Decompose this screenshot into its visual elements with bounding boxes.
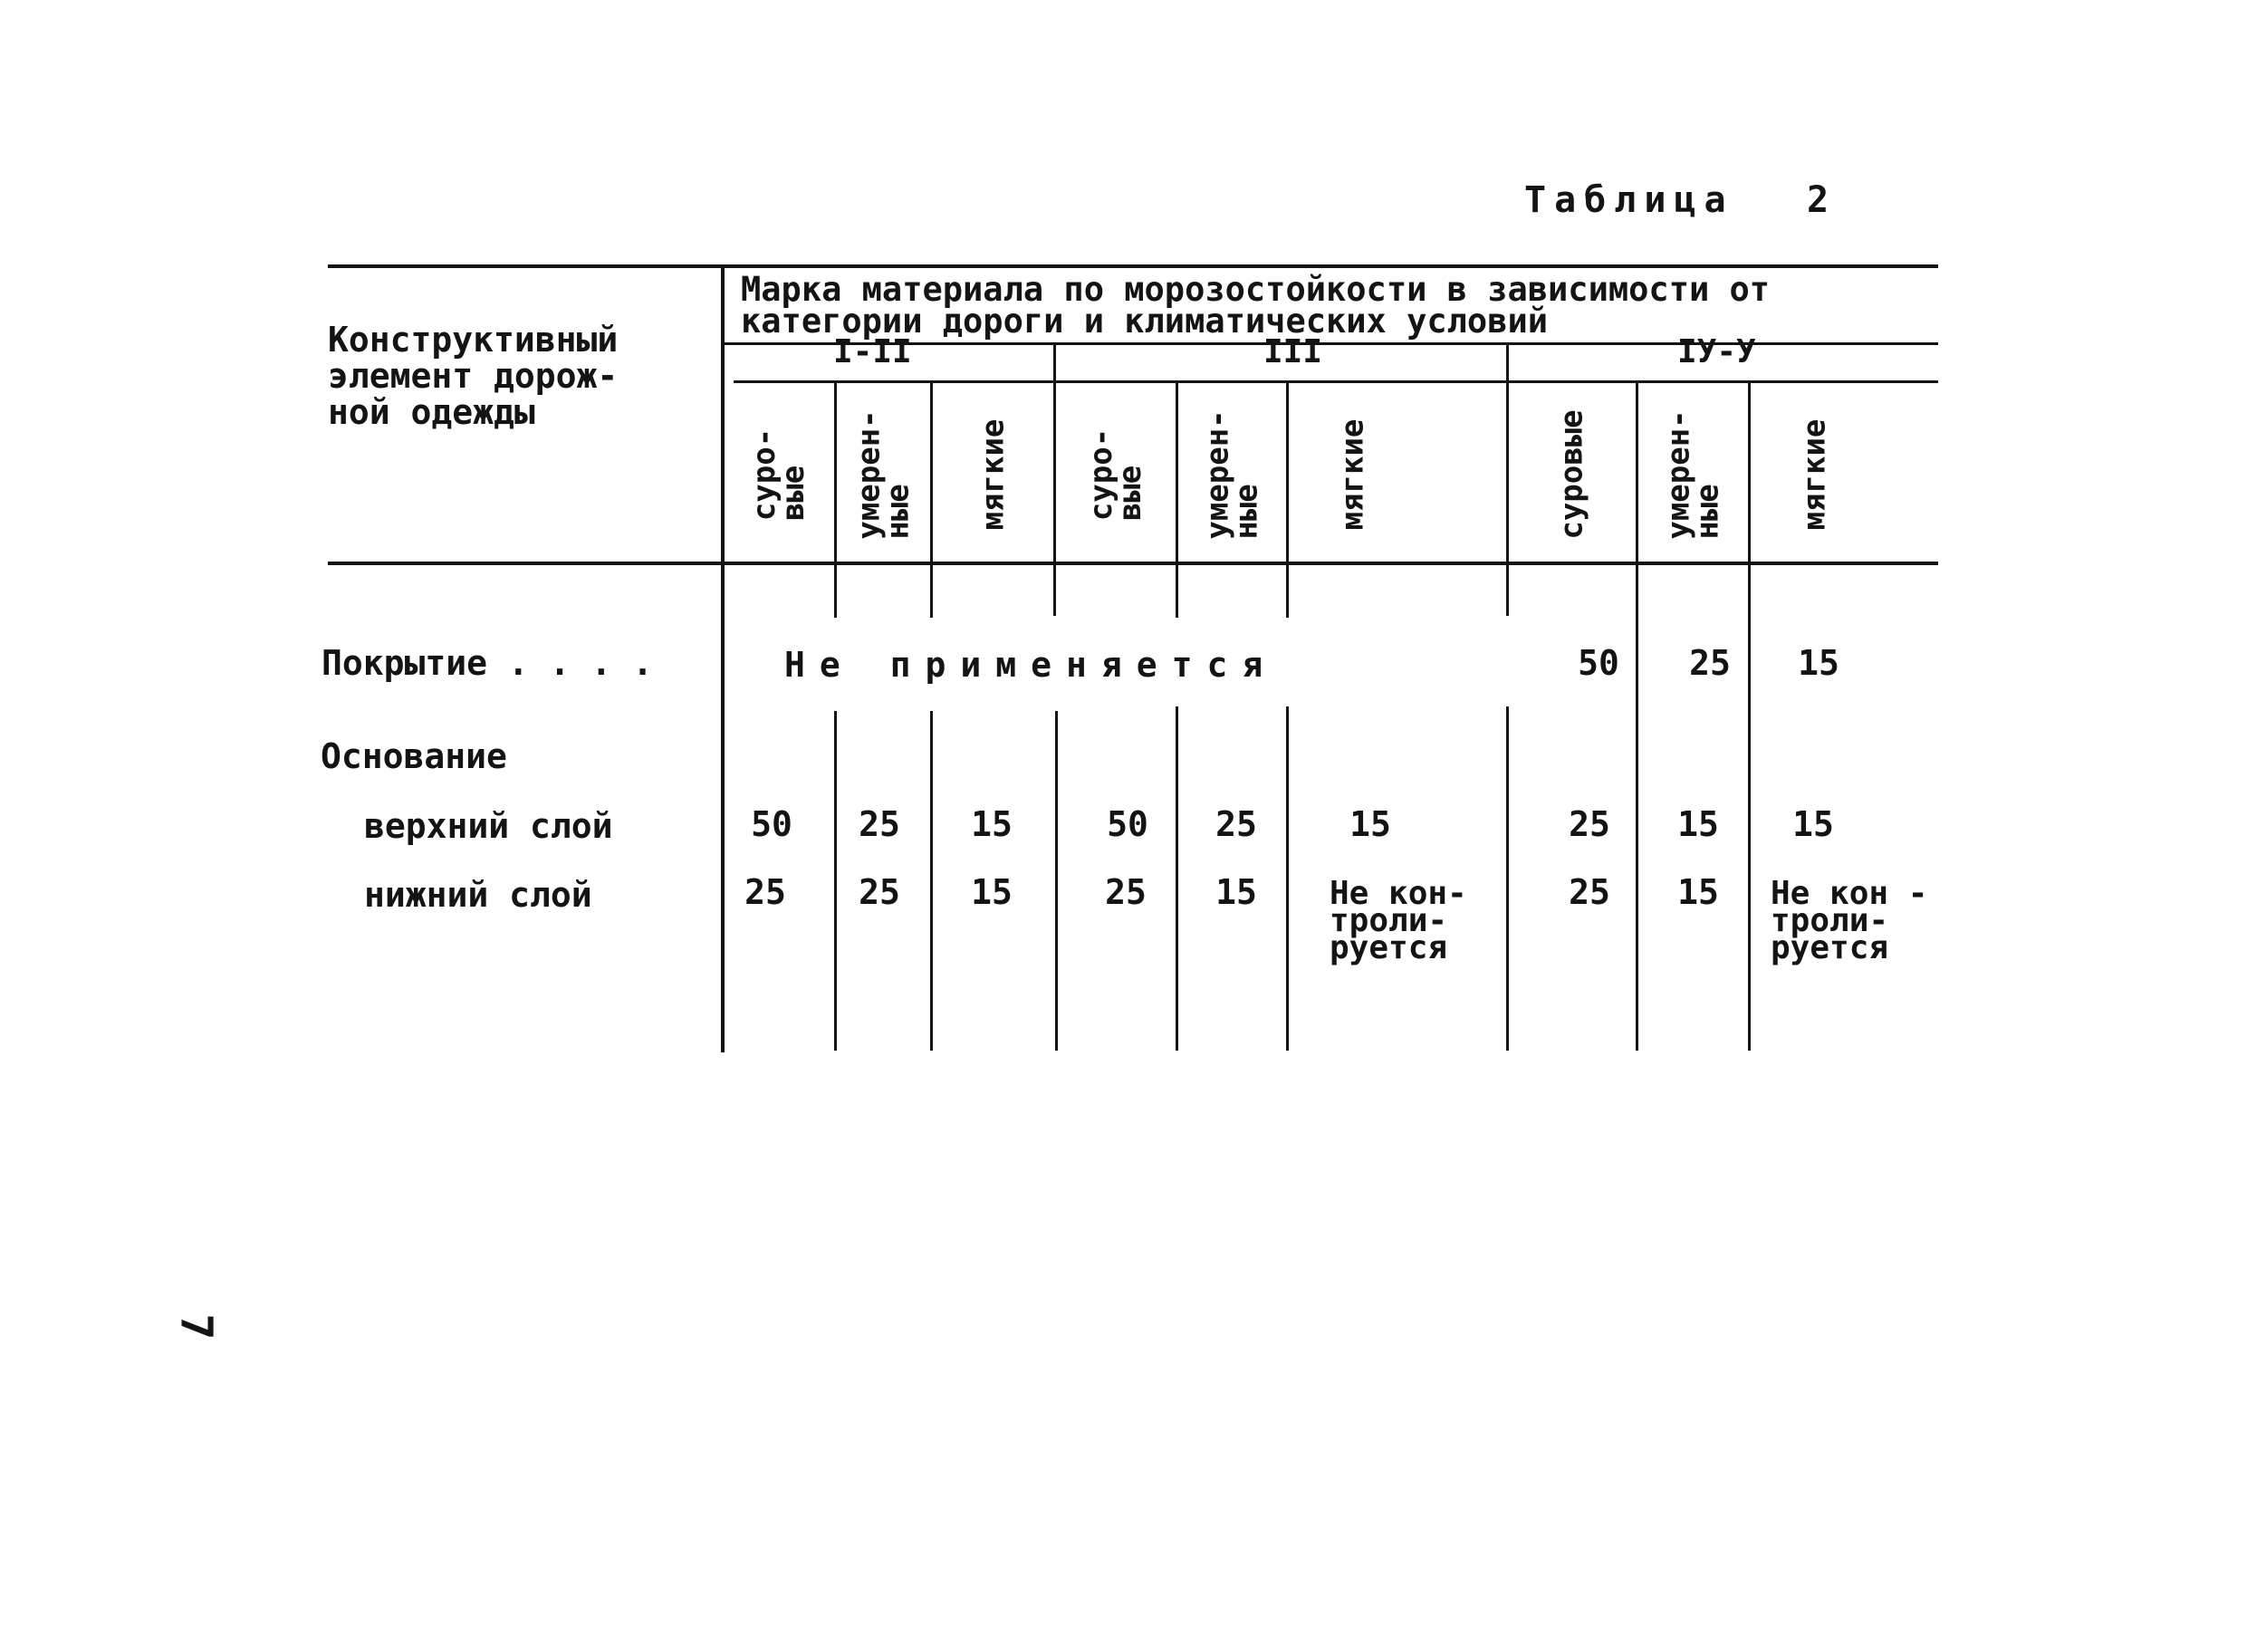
column-header: умерен- ные [1660, 409, 1726, 540]
column-divider [1506, 706, 1509, 1051]
page-number: 7 [170, 1313, 222, 1340]
column-header: суро- вые [746, 427, 812, 522]
column-header: мягкие [1333, 418, 1370, 531]
category-header: I-II [833, 333, 912, 370]
table-cell: 15 [1677, 872, 1719, 912]
column-divider [1286, 706, 1289, 1051]
table-cell: 15 [971, 872, 1013, 912]
table-cell: 15 [1792, 804, 1834, 844]
table-cell: 25 [1215, 804, 1257, 844]
table-cell: 15 [971, 804, 1013, 844]
row-label-osnovanie: Основание [321, 736, 507, 776]
category-header: IУ-У [1677, 333, 1756, 370]
category-rule [734, 380, 1938, 383]
not-applied-note: Не применяется [784, 645, 1278, 685]
table-cell: 50 [1107, 804, 1148, 844]
group-header: Марка материала по морозостойкости в зависимости от категории дороги и климатических условий [741, 270, 1771, 341]
top-rule [328, 264, 1938, 268]
column-header: умерен- ные [850, 409, 917, 540]
column-divider [834, 711, 837, 1051]
table-cell: 25 [1569, 804, 1610, 844]
column-divider [1055, 711, 1058, 1051]
table-cell: 25 [744, 872, 786, 912]
row-label-pokrytie: Покрытие . . . . [322, 643, 654, 683]
stub-header: Конструктивный элемент дорож- ной одежды [328, 320, 619, 432]
not-controlled-note: Не кон - троли- руется [1771, 875, 1928, 966]
table-cell: 25 [1689, 643, 1731, 683]
table-caption: Таблица [1524, 179, 1734, 221]
table-cell: 25 [859, 804, 900, 844]
row-label-nizhniy: нижний слой [364, 875, 592, 915]
table-cell: 15 [1215, 872, 1257, 912]
column-divider [1176, 706, 1178, 1051]
table-cell: 15 [1349, 804, 1391, 844]
table-cell: 25 [1105, 872, 1147, 912]
table-cell: 15 [1798, 643, 1839, 683]
row-label-verkhniy: верхний слой [364, 806, 613, 846]
not-controlled-note: Не кон- троли- руется [1330, 875, 1467, 966]
column-header: мягкие [975, 418, 1012, 531]
table-cell: 50 [1578, 643, 1619, 683]
table-cell: 50 [751, 804, 792, 844]
stub-divider [721, 264, 725, 1052]
column-header: суровые [1554, 409, 1591, 540]
table-cell: 25 [1569, 872, 1610, 912]
column-divider [930, 711, 933, 1051]
table-cell: 15 [1677, 804, 1719, 844]
category-header: III [1263, 333, 1323, 370]
table-cell: 25 [859, 872, 900, 912]
column-header: суро- вые [1082, 427, 1148, 522]
table-number: 2 [1807, 179, 1829, 221]
column-header: умерен- ные [1199, 409, 1265, 540]
column-header: мягкие [1795, 418, 1832, 531]
